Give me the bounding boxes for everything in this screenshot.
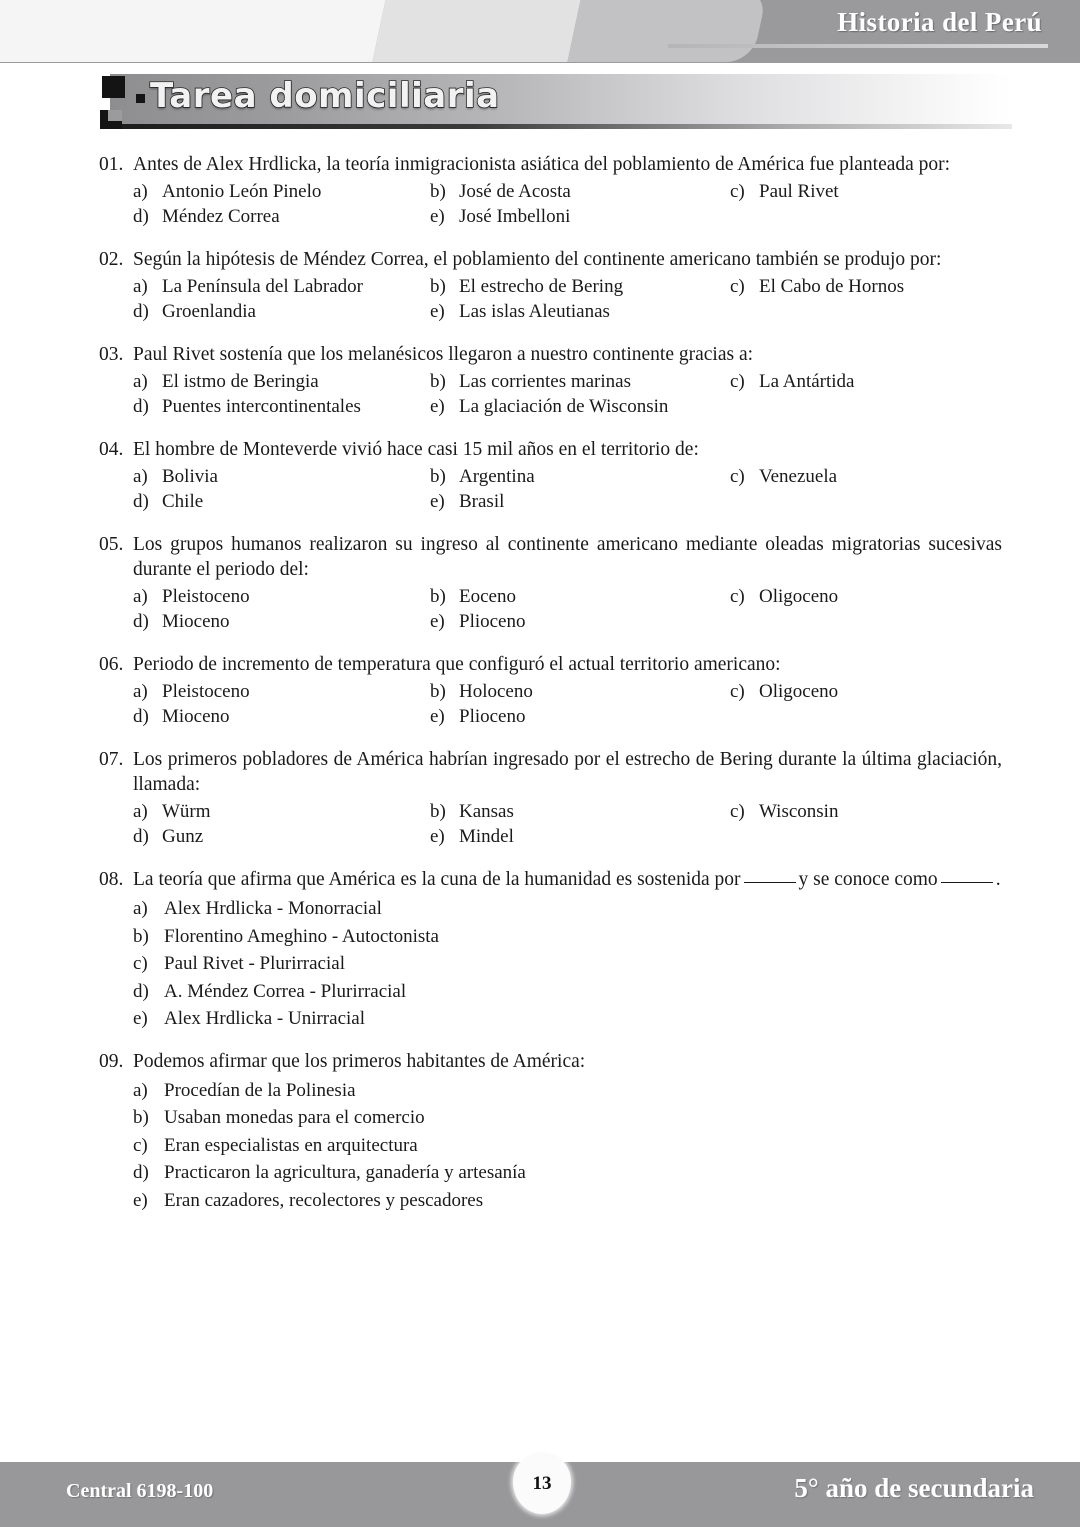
option-label: A. Méndez Correa - Plurirracial (164, 980, 407, 1002)
option-e[interactable] (430, 705, 730, 729)
question-heading (0, 867, 1080, 892)
section-title-bar (100, 74, 1012, 134)
option-letter: e) (430, 610, 445, 632)
option-letter: c) (730, 181, 745, 202)
option-row (133, 680, 1080, 705)
question-item (0, 247, 1080, 324)
option-e[interactable] (430, 395, 730, 419)
option-label: La glaciación de Wisconsin (459, 395, 669, 417)
option-label: Practicaron la agricultura, ganadería y artesanía (164, 1162, 526, 1183)
option-grid (0, 585, 1080, 634)
option-row (133, 205, 1080, 230)
option-label: Kansas (459, 801, 514, 822)
question-item (0, 652, 1080, 729)
question-number: 07. (99, 749, 124, 770)
option-letter: b) (430, 586, 446, 607)
option-label: Chile (162, 490, 204, 512)
option-letter: a) (133, 181, 148, 202)
square-bullet-icon (136, 94, 145, 103)
option-d[interactable] (133, 205, 430, 229)
option-label: José de Acosta (459, 181, 571, 202)
option-a[interactable] (133, 275, 430, 299)
option-label: Paul Rivet (759, 181, 839, 202)
question-text: Según la hipótesis de Méndez Correa, el poblamiento del continente americano también se produjo por: (133, 249, 942, 270)
option-a[interactable] (133, 800, 430, 824)
option-row (133, 705, 1080, 730)
option-letter: d) (133, 1162, 149, 1183)
option-label: Méndez Correa (162, 205, 280, 227)
option-letter: d) (133, 980, 149, 1002)
option-stack (0, 897, 1080, 1035)
option-letter: b) (430, 466, 446, 487)
header-band-light (0, 0, 388, 62)
question-heading (0, 152, 1080, 177)
option-e[interactable] (430, 825, 730, 849)
option-letter: a) (133, 1079, 148, 1101)
option-row (133, 275, 1080, 300)
option-label: Puentes intercontinentales (162, 395, 361, 417)
option-e[interactable] (430, 300, 730, 324)
option-b[interactable] (430, 585, 730, 609)
option-label: Pleistoceno (162, 681, 250, 702)
option-c[interactable] (730, 370, 855, 394)
option-grid (0, 465, 1080, 514)
option-letter: d) (133, 490, 149, 512)
option-row (133, 800, 1080, 825)
option-letter: c) (730, 466, 745, 487)
question-text-part-3: . (995, 869, 1001, 890)
option-c[interactable] (730, 800, 838, 824)
option-a[interactable] (133, 465, 430, 489)
option-label: El istmo de Beringia (162, 371, 319, 392)
option-label: Eoceno (459, 586, 516, 607)
option-e[interactable] (430, 610, 730, 634)
option-letter: b) (133, 925, 149, 947)
option-letter: a) (133, 276, 148, 297)
option-letter: b) (133, 1107, 149, 1128)
subject-title: Historia del Perú (837, 7, 1042, 37)
question-number: 05. (99, 534, 124, 555)
option-label: Venezuela (759, 466, 838, 487)
option-grid (0, 275, 1080, 324)
header-divider-rule (668, 44, 1048, 48)
option-letter: a) (133, 466, 148, 487)
option-d[interactable] (133, 1161, 1080, 1189)
option-c[interactable] (133, 952, 1080, 980)
option-letter: a) (133, 371, 148, 392)
option-b[interactable] (430, 180, 730, 204)
question-text (133, 867, 1002, 892)
question-heading (0, 247, 1080, 272)
option-label: Oligoceno (759, 681, 839, 702)
option-c[interactable] (730, 275, 904, 299)
option-label: Mioceno (162, 610, 230, 632)
option-letter: d) (133, 300, 149, 322)
question-item (0, 437, 1080, 514)
question-text-part-2: y se conoce como (798, 869, 938, 890)
option-c[interactable] (730, 680, 838, 704)
option-letter: e) (430, 395, 445, 417)
option-b[interactable] (430, 800, 730, 824)
option-label: Las corrientes marinas (459, 371, 631, 392)
option-row (133, 300, 1080, 325)
answer-blank-2[interactable] (941, 869, 993, 883)
option-label: Oligoceno (759, 586, 839, 607)
option-d[interactable] (133, 825, 430, 849)
option-c[interactable] (730, 585, 838, 609)
question-item (0, 342, 1080, 419)
option-letter: b) (430, 801, 446, 822)
option-letter: a) (133, 801, 148, 822)
option-b[interactable] (430, 370, 730, 394)
option-letter: d) (133, 705, 149, 727)
page-number-badge (513, 1452, 571, 1514)
option-letter: c) (730, 801, 745, 822)
question-text: Antes de Alex Hrdlicka, la teoría inmigracionista asiática del poblamiento de América fue planteada por: (133, 154, 951, 175)
question-number: 04. (99, 439, 124, 460)
option-letter: d) (133, 205, 149, 227)
option-a[interactable] (133, 585, 430, 609)
option-b[interactable] (133, 925, 1080, 953)
option-b[interactable] (133, 1106, 1080, 1134)
question-heading (0, 532, 1080, 582)
option-letter: b) (430, 276, 446, 297)
option-letter: e) (430, 705, 445, 727)
question-heading (0, 747, 1080, 797)
option-letter: c) (730, 586, 745, 607)
question-number: 01. (99, 154, 124, 175)
option-letter: a) (133, 681, 148, 702)
option-label: Wisconsin (759, 801, 839, 822)
option-letter: e) (430, 825, 445, 847)
option-b[interactable] (430, 465, 730, 489)
option-label: Eran cazadores, recolectores y pescadores (164, 1189, 484, 1211)
option-letter: b) (430, 181, 446, 202)
question-text: Periodo de incremento de temperatura que configuró el actual territorio americano: (133, 654, 781, 675)
question-text: Los grupos humanos realizaron su ingreso al continente americano mediante oleadas migratorias sucesivas durante el periodo del: (133, 534, 1002, 580)
option-label: Alex Hrdlicka - Unirracial (164, 1008, 365, 1029)
question-text: Podemos afirmar que los primeros habitantes de América: (133, 1050, 586, 1072)
question-text: Los primeros pobladores de América habrían ingresado por el estrecho de Bering durante la última glaciación, llamada: (133, 749, 1002, 795)
question-heading (0, 1049, 1080, 1074)
option-label: Plioceno (459, 705, 526, 727)
option-letter: c) (730, 276, 745, 297)
header-band-dark (567, 0, 767, 62)
option-c[interactable] (133, 1134, 1080, 1162)
option-label: Usaban monedas para el comercio (164, 1107, 425, 1128)
option-letter: e) (430, 490, 445, 512)
option-c[interactable] (730, 180, 839, 204)
option-label: Plioceno (459, 610, 526, 632)
question-item (0, 1049, 1080, 1217)
option-grid (0, 180, 1080, 229)
option-label: Pleistoceno (162, 586, 250, 607)
option-label: Gunz (162, 825, 204, 847)
option-grid (0, 680, 1080, 729)
option-row (133, 825, 1080, 850)
question-item (0, 867, 1080, 1035)
option-b[interactable] (430, 680, 730, 704)
option-letter: e) (133, 1189, 148, 1211)
option-label: Las islas Aleutianas (459, 300, 610, 322)
option-letter: e) (430, 205, 445, 227)
option-letter: b) (430, 371, 446, 392)
option-letter: c) (730, 371, 745, 392)
option-stack (0, 1079, 1080, 1217)
option-label: Procedían de la Polinesia (164, 1079, 356, 1101)
question-text: Paul Rivet sostenía que los melanésicos llegaron a nuestro continente gracias a: (133, 344, 754, 365)
question-number: 08. (99, 869, 124, 890)
option-label: Paul Rivet - Plurirracial (164, 953, 345, 974)
option-label: Mioceno (162, 705, 230, 727)
question-number: 03. (99, 344, 124, 365)
option-a[interactable] (133, 1079, 1080, 1107)
option-e[interactable] (133, 1007, 1080, 1035)
option-d[interactable] (133, 395, 430, 419)
option-letter: e) (133, 1008, 148, 1029)
option-row (133, 395, 1080, 420)
question-heading (0, 342, 1080, 367)
question-heading (0, 652, 1080, 677)
option-e[interactable] (430, 205, 730, 229)
question-number: 02. (99, 249, 124, 270)
option-grid (0, 800, 1080, 849)
option-label: Brasil (459, 490, 505, 512)
option-label: Würm (162, 801, 211, 822)
option-label: Alex Hrdlicka - Monorracial (164, 898, 382, 919)
option-letter: b) (430, 681, 446, 702)
answer-blank-1[interactable] (744, 869, 796, 883)
option-label: Groenlandia (162, 300, 256, 322)
question-text-part-1: La teoría que afirma que América es la cuna de la humanidad es sostenida por (133, 869, 741, 890)
question-text: El hombre de Monteverde vivió hace casi 15 mil años en el territorio de: (133, 439, 699, 460)
option-label: Holoceno (459, 681, 533, 702)
option-a[interactable] (133, 897, 1080, 925)
option-d[interactable] (133, 490, 430, 514)
option-d[interactable] (133, 980, 1080, 1008)
option-letter: a) (133, 586, 148, 607)
option-label: Eran especialistas en arquitectura (164, 1134, 418, 1156)
page-footer (0, 1462, 1080, 1527)
option-row (133, 490, 1080, 515)
option-e[interactable] (430, 490, 730, 514)
option-label: Antonio León Pinelo (162, 181, 322, 202)
option-label: Florentino Ameghino - Autoctonista (164, 925, 439, 947)
option-a[interactable] (133, 370, 430, 394)
page-number: 13 (532, 1472, 552, 1494)
option-label: La Antártida (759, 371, 855, 392)
question-number: 09. (99, 1050, 124, 1072)
question-item (0, 747, 1080, 849)
option-row (133, 585, 1080, 610)
option-row (133, 370, 1080, 395)
option-label: El estrecho de Bering (459, 276, 624, 297)
question-heading (0, 437, 1080, 462)
option-label: Bolivia (162, 466, 218, 487)
section-title-text: Tarea domiciliaria (150, 76, 500, 116)
option-letter: c) (133, 953, 148, 974)
option-grid (0, 370, 1080, 419)
corner-bracket-icon (100, 110, 122, 129)
option-letter: d) (133, 610, 149, 632)
option-label: José Imbelloni (459, 205, 571, 227)
question-item (0, 152, 1080, 229)
option-c[interactable] (730, 465, 837, 489)
option-a[interactable] (133, 180, 430, 204)
section-title-shadow (114, 124, 1012, 129)
option-row (133, 465, 1080, 490)
option-label: Mindel (459, 825, 514, 847)
square-accent-icon (102, 76, 125, 98)
option-letter: d) (133, 395, 149, 417)
questions-container (0, 152, 1080, 1234)
option-letter: c) (730, 681, 745, 702)
option-letter: e) (430, 300, 445, 322)
option-label: Argentina (459, 466, 535, 487)
option-d[interactable] (133, 300, 430, 324)
option-a[interactable] (133, 680, 430, 704)
option-row (133, 610, 1080, 635)
option-d[interactable] (133, 705, 430, 729)
option-e[interactable] (133, 1189, 1080, 1217)
question-number: 06. (99, 654, 124, 675)
option-label: La Península del Labrador (162, 276, 364, 297)
footer-contact: Central 6198-100 (66, 1480, 214, 1502)
footer-grade: 5° año de secundaria (794, 1473, 1034, 1503)
option-row (133, 180, 1080, 205)
question-item (0, 532, 1080, 634)
option-b[interactable] (430, 275, 730, 299)
option-letter: d) (133, 825, 149, 847)
option-letter: c) (133, 1134, 148, 1156)
option-d[interactable] (133, 610, 430, 634)
option-letter: a) (133, 898, 148, 919)
header-band-mid (372, 0, 582, 62)
option-label: El Cabo de Hornos (759, 276, 905, 297)
